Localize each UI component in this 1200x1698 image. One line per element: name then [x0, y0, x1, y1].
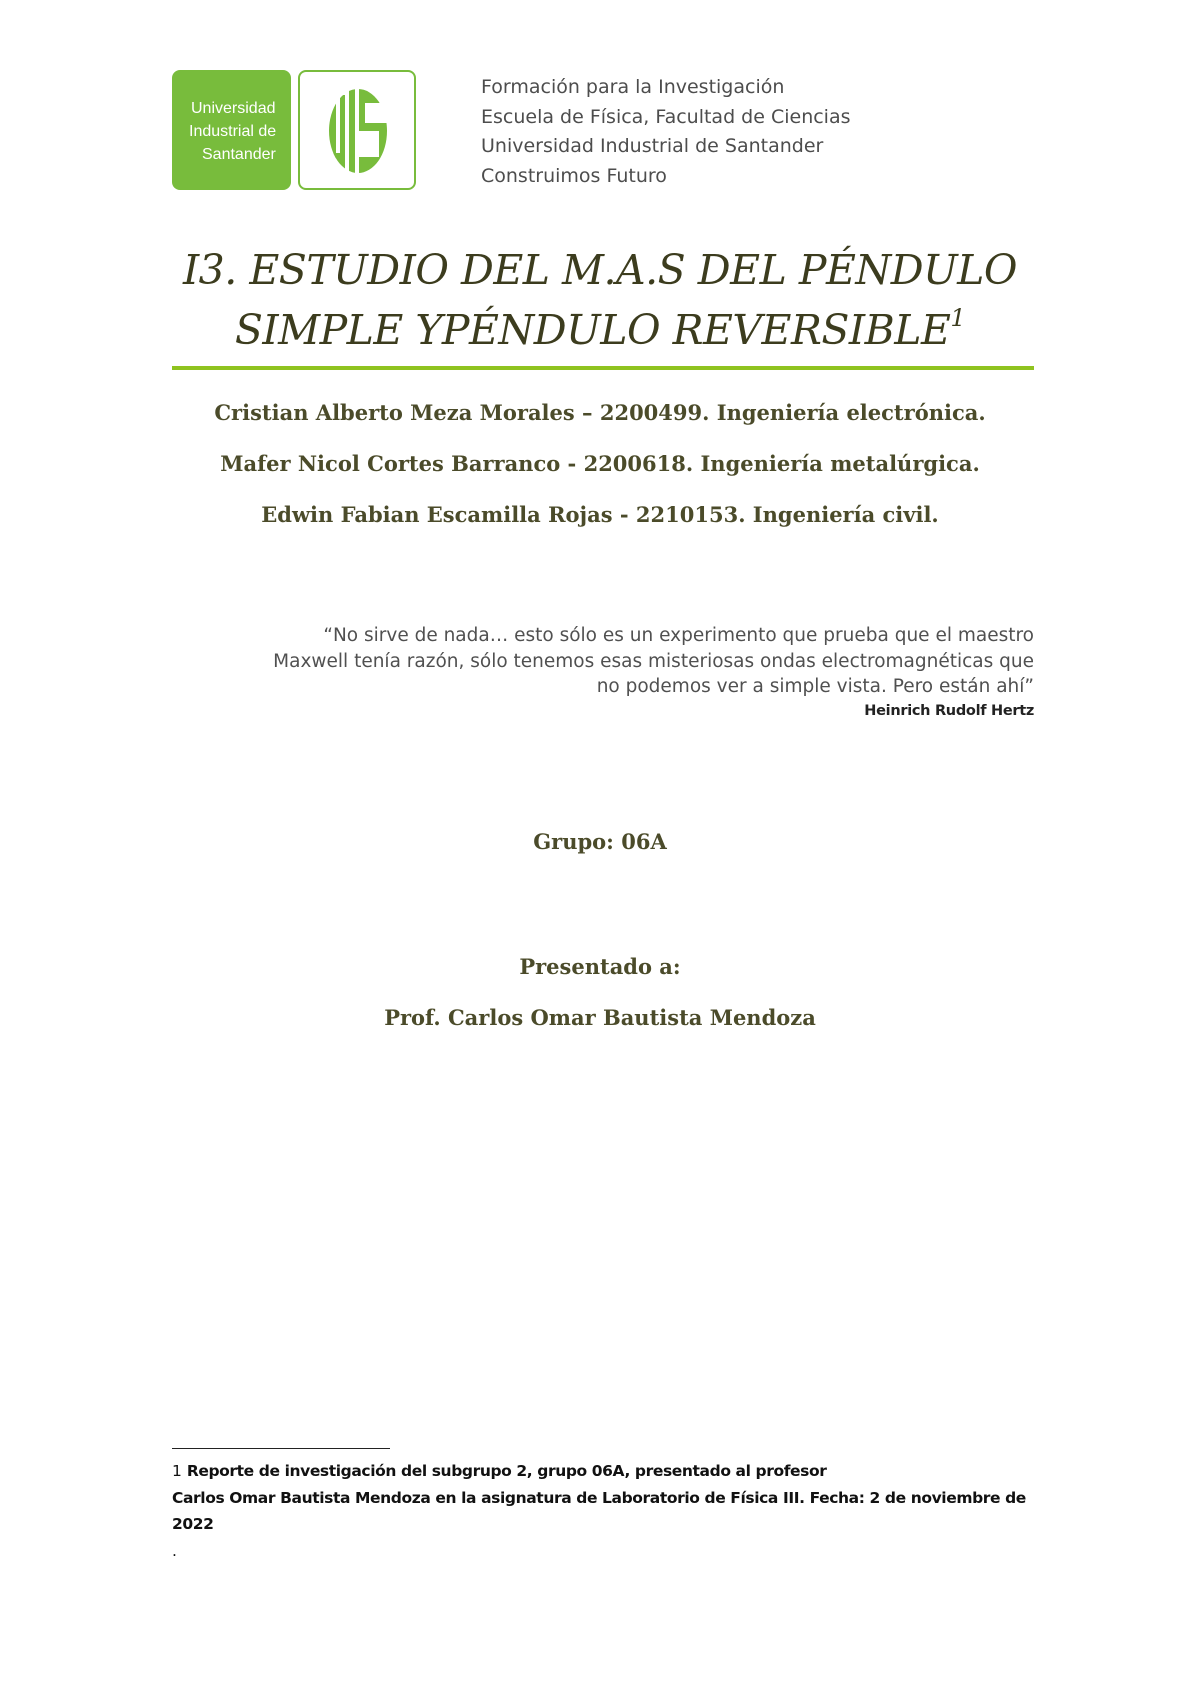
professor-name: Prof. Carlos Omar Bautista Mendoza — [384, 1005, 816, 1030]
presented-to-label: Presentado a: — [519, 954, 681, 979]
footnote — [172, 1458, 1034, 1564]
footnote-number: 1 — [172, 1462, 182, 1480]
author-line: Mafer Nicol Cortes Barranco - 2200618. Ingeniería metalúrgica. — [220, 451, 980, 476]
footnote-line-2: Carlos Omar Bautista Mendoza en la asignatura de Laboratorio de Física III. Fecha: 2 de noviembre de — [172, 1488, 1026, 1507]
epigraph-quote — [190, 623, 1034, 700]
author-line: Edwin Fabian Escamilla Rojas - 2210153. Ingeniería civil. — [261, 502, 939, 527]
title-line-1: I3. ESTUDIO DEL M.A.S DEL PÉNDULO — [182, 246, 1018, 294]
university-name-logo — [172, 70, 291, 190]
institution-line: Formación para la Investigación — [481, 76, 785, 98]
quote-line: Maxwell tenía razón, sólo tenemos esas misteriosas ondas electromagnéticas que — [273, 650, 1034, 672]
uis-emblem-logo — [298, 70, 416, 190]
logo-line: Santander — [202, 146, 276, 163]
uis-emblem-icon — [329, 89, 387, 173]
quote-line: no podemos ver a simple vista. Pero están ahí” — [596, 676, 1034, 697]
logo-line: Universidad — [191, 100, 276, 117]
footnote-text: Reporte de investigación del subgrupo 2, grupo 06A, presentado al profesor — [186, 1462, 827, 1480]
title-footnote-marker: 1 — [950, 304, 966, 332]
author-line: Cristian Alberto Meza Morales – 2200499. Ingeniería electrónica. — [214, 400, 986, 425]
title-line-2 — [150, 300, 1050, 360]
document-title — [150, 240, 1050, 360]
footnote-line-4: . — [172, 1541, 177, 1560]
institution-line: Escuela de Física, Facultad de Ciencias — [481, 105, 851, 128]
university-name-logo-text — [172, 97, 291, 166]
quote-line: “No sirve de nada… esto sólo es un experimento que prueba que el maestro — [323, 625, 1034, 646]
institution-info — [481, 73, 851, 191]
logo-line: Industrial de — [189, 123, 277, 140]
institution-line: Universidad Industrial de Santander — [481, 135, 824, 157]
footnote-line-3: 2022 — [172, 1515, 214, 1533]
footnote-separator — [172, 1448, 390, 1449]
title-line-2-text: SIMPLE YPÉNDULO REVERSIBLE — [234, 306, 951, 354]
group-label: Grupo: 06A — [533, 829, 667, 854]
title-divider — [172, 366, 1034, 370]
footnote-line-1 — [172, 1458, 1034, 1485]
quote-author: Heinrich Rudolf Hertz — [864, 703, 1034, 719]
authors-list — [150, 397, 1050, 550]
institution-line: Construimos Futuro — [481, 164, 667, 187]
